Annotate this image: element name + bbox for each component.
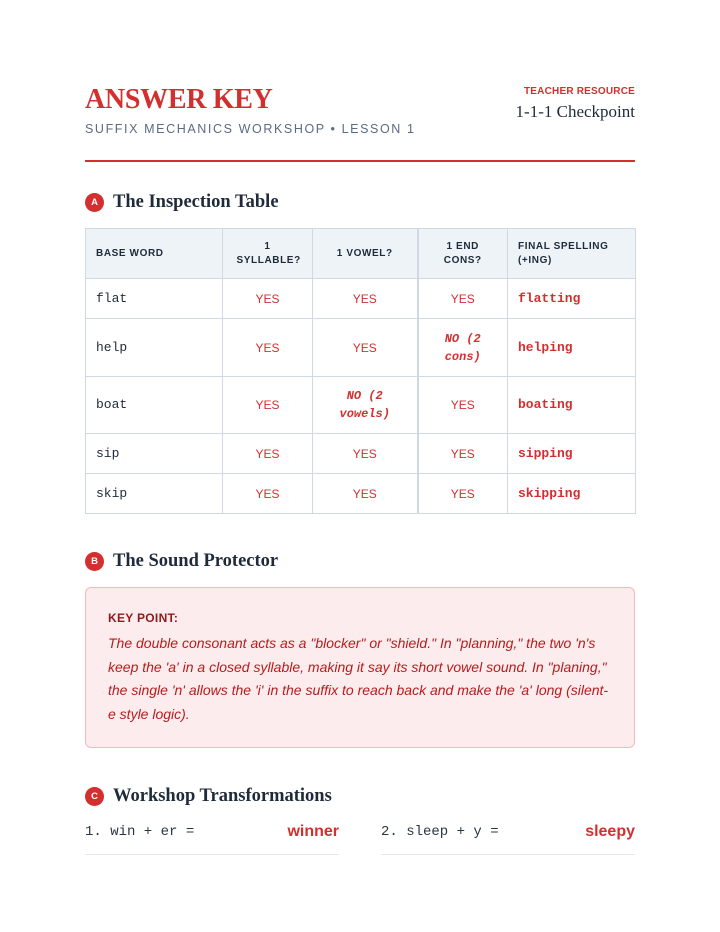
base-word: boat [86, 377, 223, 434]
column-header: 1 SYLLABLE? [223, 229, 313, 279]
column-header: BASE WORD [86, 229, 223, 279]
vowel-check: YES [313, 279, 418, 319]
key-point-box [85, 587, 635, 748]
key-point-label: KEY POINT: [108, 611, 179, 625]
key-point-text: The double consonant acts as a "blocker" or "shield." In "planning," the two 'n's keep the 'a' in a closed syllable, making it say its short vowel sound. In "planing," the single 'n' allows the 'i' in the suffix to reach back and make the 'a' long (silent-e style logic). [108, 635, 609, 722]
syllable-check: YES [223, 377, 313, 434]
column-header: FINAL SPELLING (+ING) [508, 229, 636, 279]
section-a-heading [85, 190, 279, 214]
transformation-equation: 1. win + er = [85, 824, 195, 840]
transformation-item [85, 818, 339, 855]
base-word: help [86, 319, 223, 377]
base-word: sip [86, 434, 223, 474]
section-badge: B [85, 552, 104, 571]
resource-label: TEACHER RESOURCE [524, 86, 635, 97]
table-header-row [86, 229, 636, 279]
final-spelling: helping [508, 319, 636, 377]
column-header: 1 VOWEL? [313, 229, 418, 279]
transformation-answer: sleepy [585, 823, 635, 840]
table-row [86, 434, 636, 474]
column-header: 1 END CONS? [418, 229, 508, 279]
header [85, 84, 635, 162]
vowel-check: NO (2 vowels) [313, 377, 418, 434]
end-consonant-check: YES [418, 474, 508, 514]
transformation-answer: winner [287, 823, 339, 840]
end-consonant-check: YES [418, 434, 508, 474]
section-c-heading [85, 784, 332, 808]
inspection-table [85, 228, 636, 514]
transformation-item [381, 818, 635, 855]
page-subtitle: SUFFIX MECHANICS WORKSHOP • LESSON 1 [85, 122, 416, 136]
resource-name: 1-1-1 Checkpoint [515, 102, 635, 121]
syllable-check: YES [223, 319, 313, 377]
table-row [86, 319, 636, 377]
section-badge: A [85, 193, 104, 212]
final-spelling: sipping [508, 434, 636, 474]
table-row [86, 474, 636, 514]
vowel-check: YES [313, 474, 418, 514]
syllable-check: YES [223, 279, 313, 319]
section-title: The Inspection Table [113, 191, 279, 212]
section-b-heading [85, 549, 278, 573]
transformation-equation: 2. sleep + y = [381, 824, 499, 840]
table-row [86, 279, 636, 319]
base-word: flat [86, 279, 223, 319]
table-row [86, 377, 636, 434]
final-spelling: boating [508, 377, 636, 434]
section-title: Workshop Transformations [113, 785, 332, 806]
end-consonant-check: YES [418, 377, 508, 434]
base-word: skip [86, 474, 223, 514]
page-title: ANSWER KEY [85, 84, 273, 115]
section-title: The Sound Protector [113, 550, 279, 571]
final-spelling: flatting [508, 279, 636, 319]
end-consonant-check: YES [418, 279, 508, 319]
syllable-check: YES [223, 434, 313, 474]
end-consonant-check: NO (2 cons) [418, 319, 508, 377]
vowel-check: YES [313, 434, 418, 474]
final-spelling: skipping [508, 474, 636, 514]
syllable-check: YES [223, 474, 313, 514]
section-badge: C [85, 787, 104, 806]
vowel-check: YES [313, 319, 418, 377]
